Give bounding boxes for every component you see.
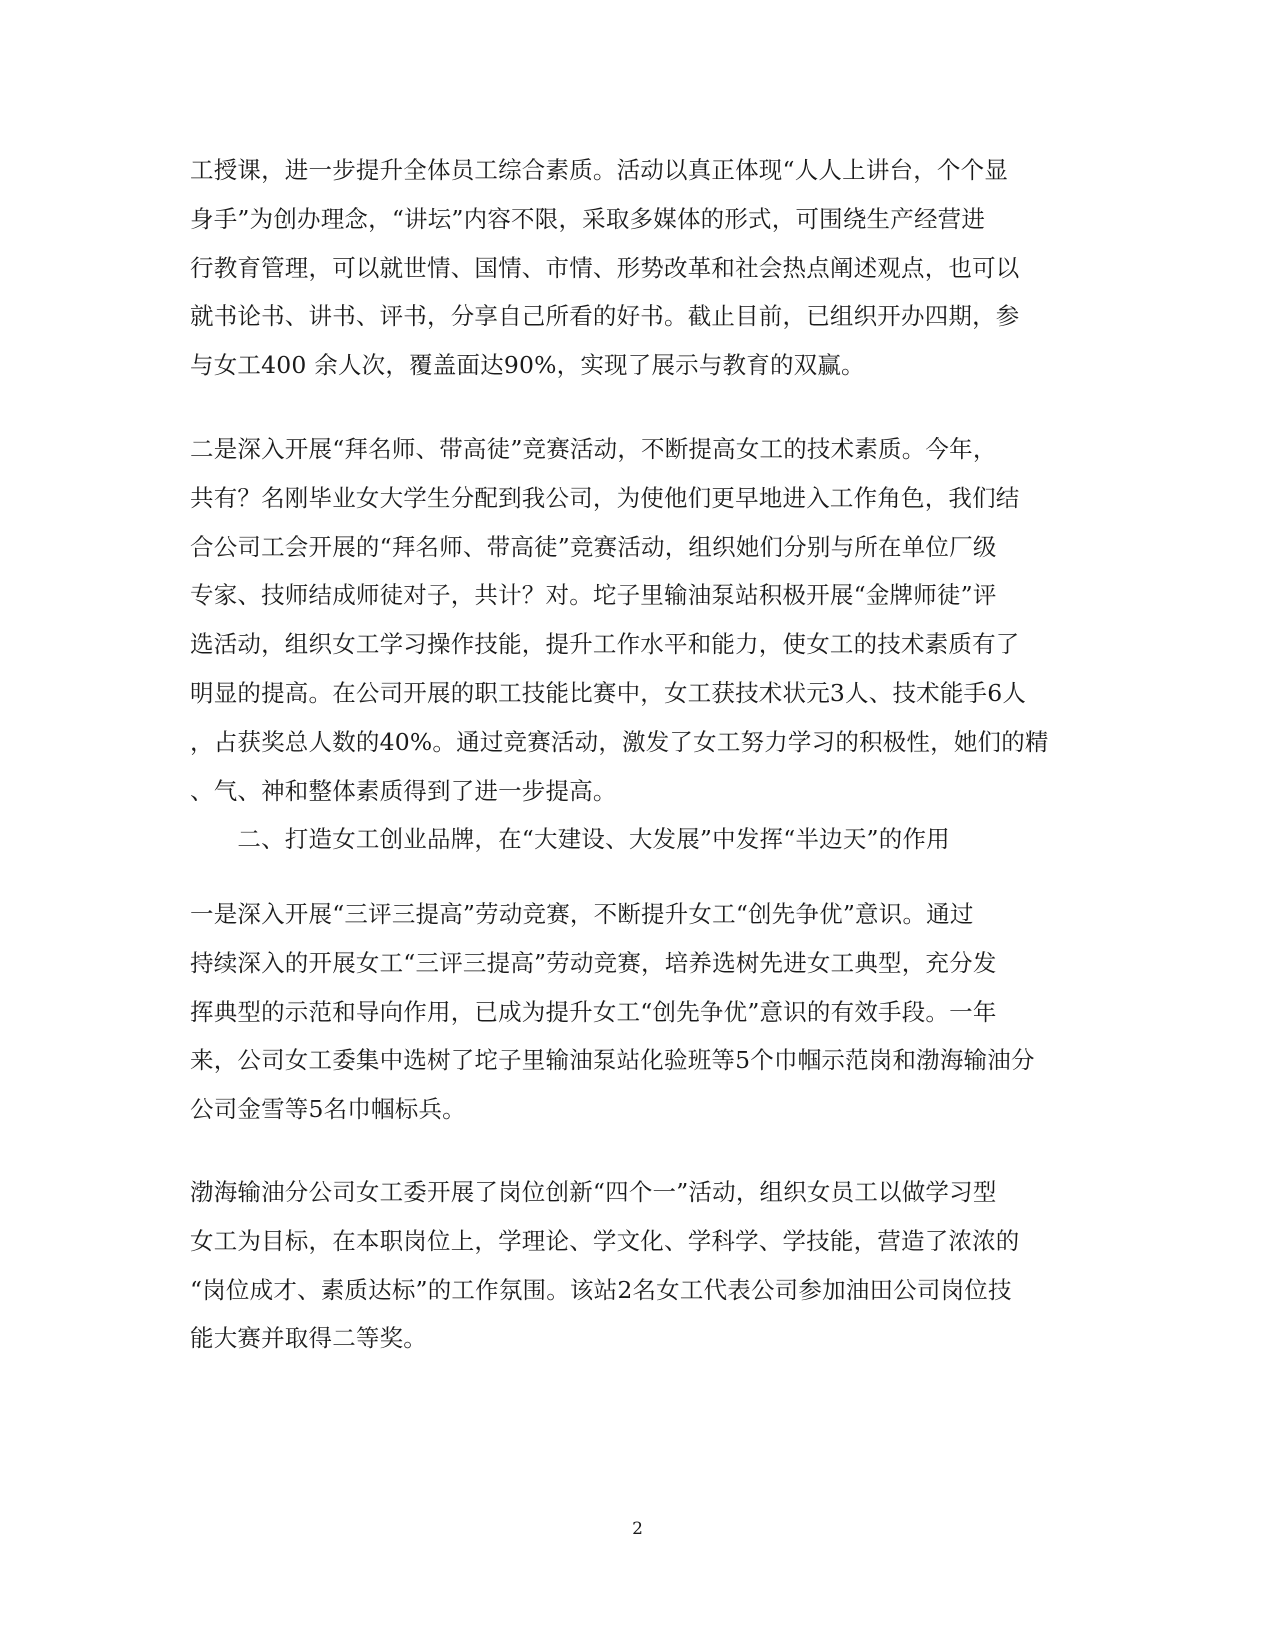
text-line: 明显的提高。在公司开展的职工技能比赛中，女工获技术状元3人、技术能手6人 — [190, 678, 1027, 707]
text-line: 女工为目标，在本职岗位上，学理论、学文化、学科学、学技能，营造了浓浓的 — [190, 1226, 1020, 1255]
text-line: 合公司工会开展的“拜名师、带高徒”竞赛活动，组织她们分别与所在单位厂级 — [190, 532, 997, 561]
section-heading: 二、打造女工创业品牌，在“大建设、大发展”中发挥“半边天”的作用 — [190, 825, 950, 854]
text-line: 身手”为创办理念，“讲坛”内容不限，采取多媒体的形式，可围绕生产经营进 — [190, 204, 986, 233]
text-line: 来，公司女工委集中选树了坨子里输油泵站化验班等5个巾帼示范岗和渤海输油分 — [190, 1046, 1035, 1075]
text-line: 与女工400 余人次，覆盖面达90%，实现了展示与教育的双赢。 — [190, 351, 865, 380]
text-line: 共有？名刚毕业女大学生分配到我公司，为使他们更早地进入工作角色，我们结 — [190, 483, 1020, 512]
text-line: 渤海输油分公司女工委开展了岗位创新“四个一”活动，组织女员工以做学习型 — [190, 1178, 997, 1206]
text-line: ，占获奖总人数的40%。通过竞赛活动，激发了女工努力学习的积极性，她们的精 — [190, 727, 1049, 756]
text-line: 持续深入的开展女工“三评三提高”劳动竞赛，培养选树先进女工典型，充分发 — [190, 948, 997, 977]
paragraph-speaker-forum — [190, 146, 1090, 390]
text-line: 选活动，组织女工学习操作技能，提升工作水平和能力，使女工的技术素质有了 — [190, 630, 1020, 659]
paragraph-mentor-competition — [190, 425, 1090, 864]
text-line: 一是深入开展“三评三提高”劳动竞赛，不断提升女工“创先争优”意识。通过 — [190, 900, 974, 928]
text-line: 就书论书、讲书、评书，分享自己所看的好书。截止目前，已组织开办四期，参 — [190, 302, 1020, 331]
text-line: 、气、神和整体素质得到了进一步提高。 — [190, 776, 617, 805]
text-line: 公司金雪等5名巾帼标兵。 — [190, 1095, 466, 1124]
text-line: “岗位成才、素质达标”的工作氛围。该站2名女工代表公司参加油田公司岗位技 — [190, 1275, 1012, 1304]
text-line: 挥典型的示范和导向作用，已成为提升女工“创先争优”意识的有效手段。一年 — [190, 997, 997, 1026]
text-line: 行教育管理，可以就世情、国情、市情、形势改革和社会热点阐述观点，也可以 — [190, 253, 1020, 282]
text-line: 专家、技师结成师徒对子，共计？对。坨子里输油泵站积极开展“金牌师徒”评 — [190, 581, 997, 610]
text-line: 能大赛并取得二等奖。 — [190, 1324, 427, 1353]
paragraph-bohai-branch — [190, 1168, 1090, 1363]
paragraph-labor-competition — [190, 890, 1090, 1134]
text-line: 二是深入开展“拜名师、带高徒”竞赛活动，不断提高女工的技术素质。今年， — [190, 435, 997, 463]
page-number: 2 — [632, 1519, 643, 1539]
text-line: 工授课，进一步提升全体员工综合素质。活动以真正体现“人人上讲台，个个显 — [190, 156, 1009, 184]
